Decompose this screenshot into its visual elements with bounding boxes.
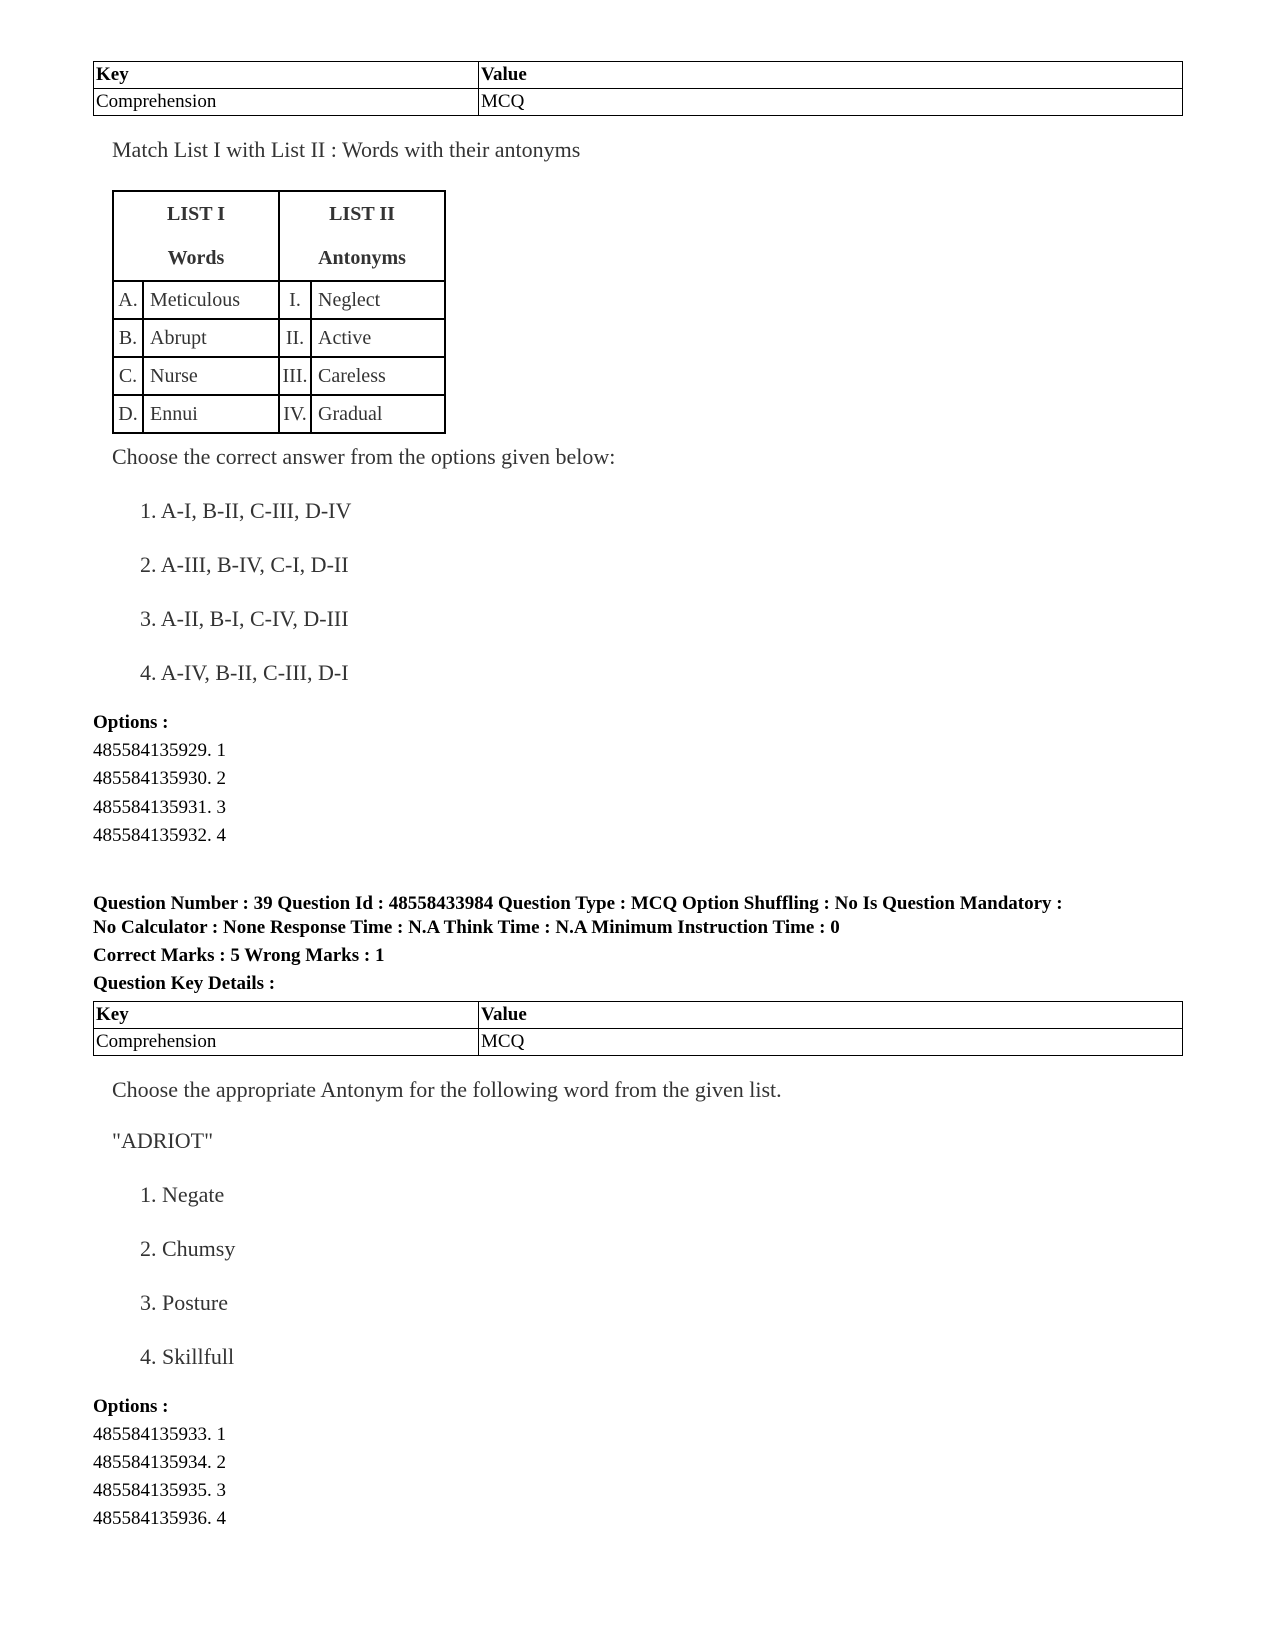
row-word: Meticulous xyxy=(143,281,279,319)
row-antonym: Neglect xyxy=(311,281,445,319)
row-letter: B. xyxy=(113,319,143,357)
row-letter: D. xyxy=(113,395,143,433)
q2-options-label: Options : xyxy=(93,1396,169,1417)
list1-header xyxy=(113,191,279,281)
q2-option-id: 485584135936. 4 xyxy=(93,1508,226,1529)
q2-option-id: 485584135935. 3 xyxy=(93,1480,226,1501)
q2-choice: 3. Posture xyxy=(140,1290,228,1315)
q2-meta-line2: No Calculator : None Response Time : N.A Think Time : N.A Minimum Instruction Time : 0 xyxy=(93,917,840,938)
list2-sub: Antonyms xyxy=(318,247,406,269)
q1-choice: 1. A-I, B-II, C-III, D-IV xyxy=(140,498,352,523)
match-table xyxy=(112,190,446,434)
row-numeral: I. xyxy=(279,281,311,319)
q2-prompt: Choose the appropriate Antonym for the following word from the given list. xyxy=(112,1077,782,1102)
row-antonym: Careless xyxy=(311,357,445,395)
q2-choice: 4. Skillfull xyxy=(140,1344,235,1369)
q2-word: "ADRIOT" xyxy=(112,1128,214,1153)
q1-options-label: Options : xyxy=(93,712,169,733)
q1-choice: 4. A-IV, B-II, C-III, D-I xyxy=(140,660,349,685)
q1-key-table xyxy=(93,61,1183,116)
value-cell: MCQ xyxy=(479,1029,1183,1056)
q2-key-table xyxy=(93,1001,1183,1056)
q2-meta-line1: Question Number : 39 Question Id : 48558433984 Question Type : MCQ Option Shuffling : No Is Question Mandatory : xyxy=(93,893,1063,914)
row-numeral: III. xyxy=(279,357,311,395)
row-letter: A. xyxy=(113,281,143,319)
q2-choice: 2. Chumsy xyxy=(140,1236,236,1261)
q2-option-id: 485584135933. 1 xyxy=(93,1424,226,1445)
match-row xyxy=(113,395,445,433)
key-header: Key xyxy=(94,62,479,89)
key-cell: Comprehension xyxy=(94,89,479,116)
key-cell: Comprehension xyxy=(94,1029,479,1056)
value-header: Value xyxy=(479,1002,1183,1029)
q2-key-details-label: Question Key Details : xyxy=(93,973,276,994)
row-antonym: Active xyxy=(311,319,445,357)
key-header: Key xyxy=(94,1002,479,1029)
list2-title: LIST II xyxy=(329,203,395,225)
q1-prompt: Match List I with List II : Words with their antonyms xyxy=(112,137,581,162)
row-word: Abrupt xyxy=(143,319,279,357)
q1-option-id: 485584135930. 2 xyxy=(93,768,226,789)
list1-title: LIST I xyxy=(166,203,225,225)
q2-choice: 1. Negate xyxy=(140,1182,225,1207)
q2-marks: Correct Marks : 5 Wrong Marks : 1 xyxy=(93,945,385,966)
row-numeral: II. xyxy=(279,319,311,357)
value-cell: MCQ xyxy=(479,89,1183,116)
list2-header xyxy=(279,191,445,281)
q2-option-id: 485584135934. 2 xyxy=(93,1452,226,1473)
q1-option-id: 485584135929. 1 xyxy=(93,740,226,761)
value-header: Value xyxy=(479,62,1183,89)
row-letter: C. xyxy=(113,357,143,395)
row-word: Ennui xyxy=(143,395,279,433)
q1-option-id: 485584135932. 4 xyxy=(93,825,226,846)
q1-option-id: 485584135931. 3 xyxy=(93,797,226,818)
match-row xyxy=(113,281,445,319)
q1-instruction: Choose the correct answer from the options given below: xyxy=(112,444,616,469)
q1-choice: 2. A-III, B-IV, C-I, D-II xyxy=(140,552,349,577)
match-row xyxy=(113,319,445,357)
q1-choice: 3. A-II, B-I, C-IV, D-III xyxy=(140,606,349,631)
row-numeral: IV. xyxy=(279,395,311,433)
match-row xyxy=(113,357,445,395)
row-word: Nurse xyxy=(143,357,279,395)
list1-sub: Words xyxy=(167,247,225,269)
row-antonym: Gradual xyxy=(311,395,445,433)
